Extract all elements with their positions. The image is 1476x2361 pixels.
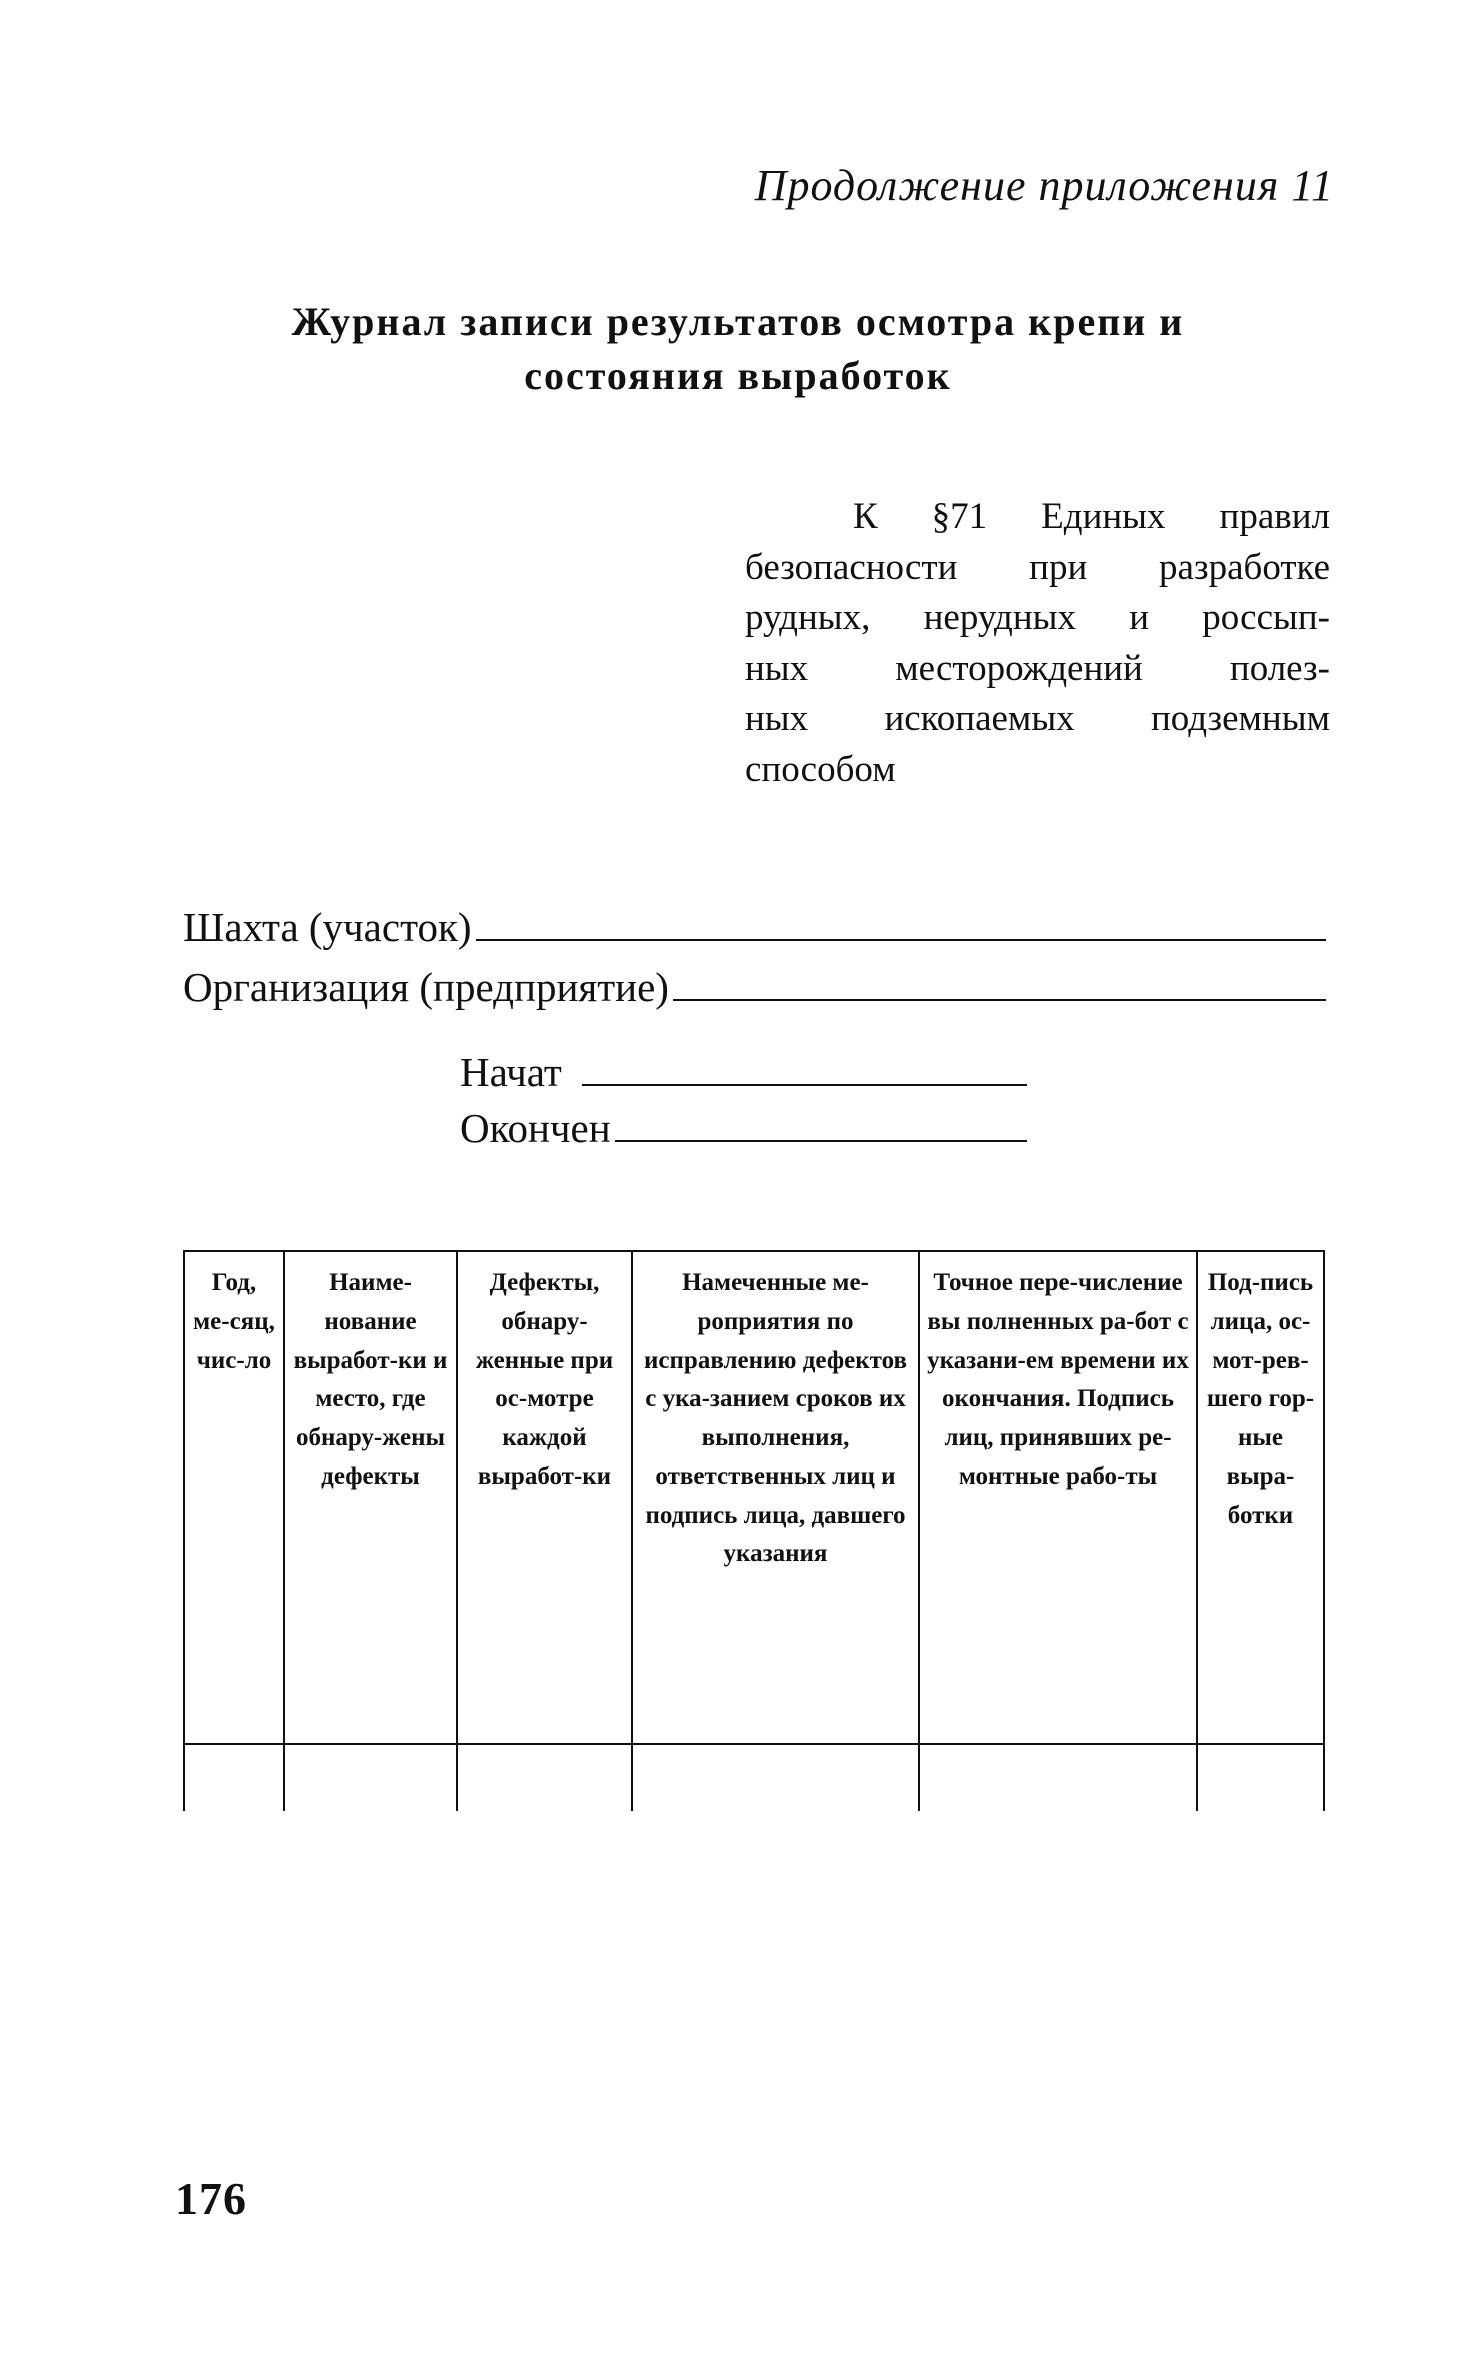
page-number: 176 (175, 2173, 247, 2224)
inspection-journal-table (183, 1250, 1325, 1811)
header-date: Год, ме-сяц, чис-ло (184, 1251, 284, 1744)
organization-blank-line (673, 999, 1326, 1001)
reference-line: ных месторождений полез- (745, 647, 1330, 689)
reference-line: К §71 Единых правил (853, 496, 1330, 537)
started-label: Начат (460, 1049, 562, 1095)
reference-line: способом (745, 748, 896, 790)
header-work-completed: Точное пере-числение вы полненных ра-бот с указани-ем времени их окончания. Подпись лиц, принявших ре-монтные рабо-ты (919, 1251, 1197, 1744)
organization-label: Организация (предприятие) (183, 964, 669, 1010)
table-cell (184, 1744, 284, 1811)
started-field (460, 1048, 1027, 1096)
header-planned-measures: Намеченные ме-роприятия по исправлению дефектов с ука-занием сроков их выполнения, ответственных лиц и подпись лица, давшего указания (632, 1251, 919, 1744)
mine-blank-line (476, 939, 1326, 941)
title-line-2: состояния выработок (524, 353, 952, 398)
finished-label: Окончен (460, 1105, 611, 1151)
table-cell (632, 1744, 919, 1811)
continuation-label: Продолжение приложения 11 (754, 161, 1334, 210)
started-blank-line (582, 1084, 1027, 1086)
mine-field (183, 903, 1326, 951)
table-cell (457, 1744, 632, 1811)
table-row (184, 1744, 1324, 1811)
reference-line: ных ископаемых подземным (745, 698, 1330, 739)
table-cell (284, 1744, 457, 1811)
table-cell (1197, 1744, 1324, 1811)
table-cell (919, 1744, 1197, 1811)
reference-line: рудных, нерудных и россып- (745, 597, 1330, 638)
finished-blank-line (615, 1140, 1027, 1142)
header-defects-found: Дефекты, обнару-женные при ос-мотре каждой выработ-ки (457, 1251, 632, 1744)
table-header-row (184, 1251, 1324, 1744)
header-working-name-location: Наиме-нование выработ-ки и место, где обнару-жены дефекты (284, 1251, 457, 1744)
finished-field (460, 1104, 1027, 1152)
title-line-1: Журнал записи результатов осмотра крепи и (291, 299, 1185, 344)
journal-title (150, 295, 1326, 403)
header-inspector-signature: Под-пись лица, ос-мот-рев-шего гор-ные выра-ботки (1197, 1251, 1324, 1744)
regulation-reference (745, 492, 1330, 795)
reference-line: безопасности при разработке (745, 546, 1330, 588)
mine-label: Шахта (участок) (183, 904, 472, 950)
organization-field (183, 963, 1326, 1011)
